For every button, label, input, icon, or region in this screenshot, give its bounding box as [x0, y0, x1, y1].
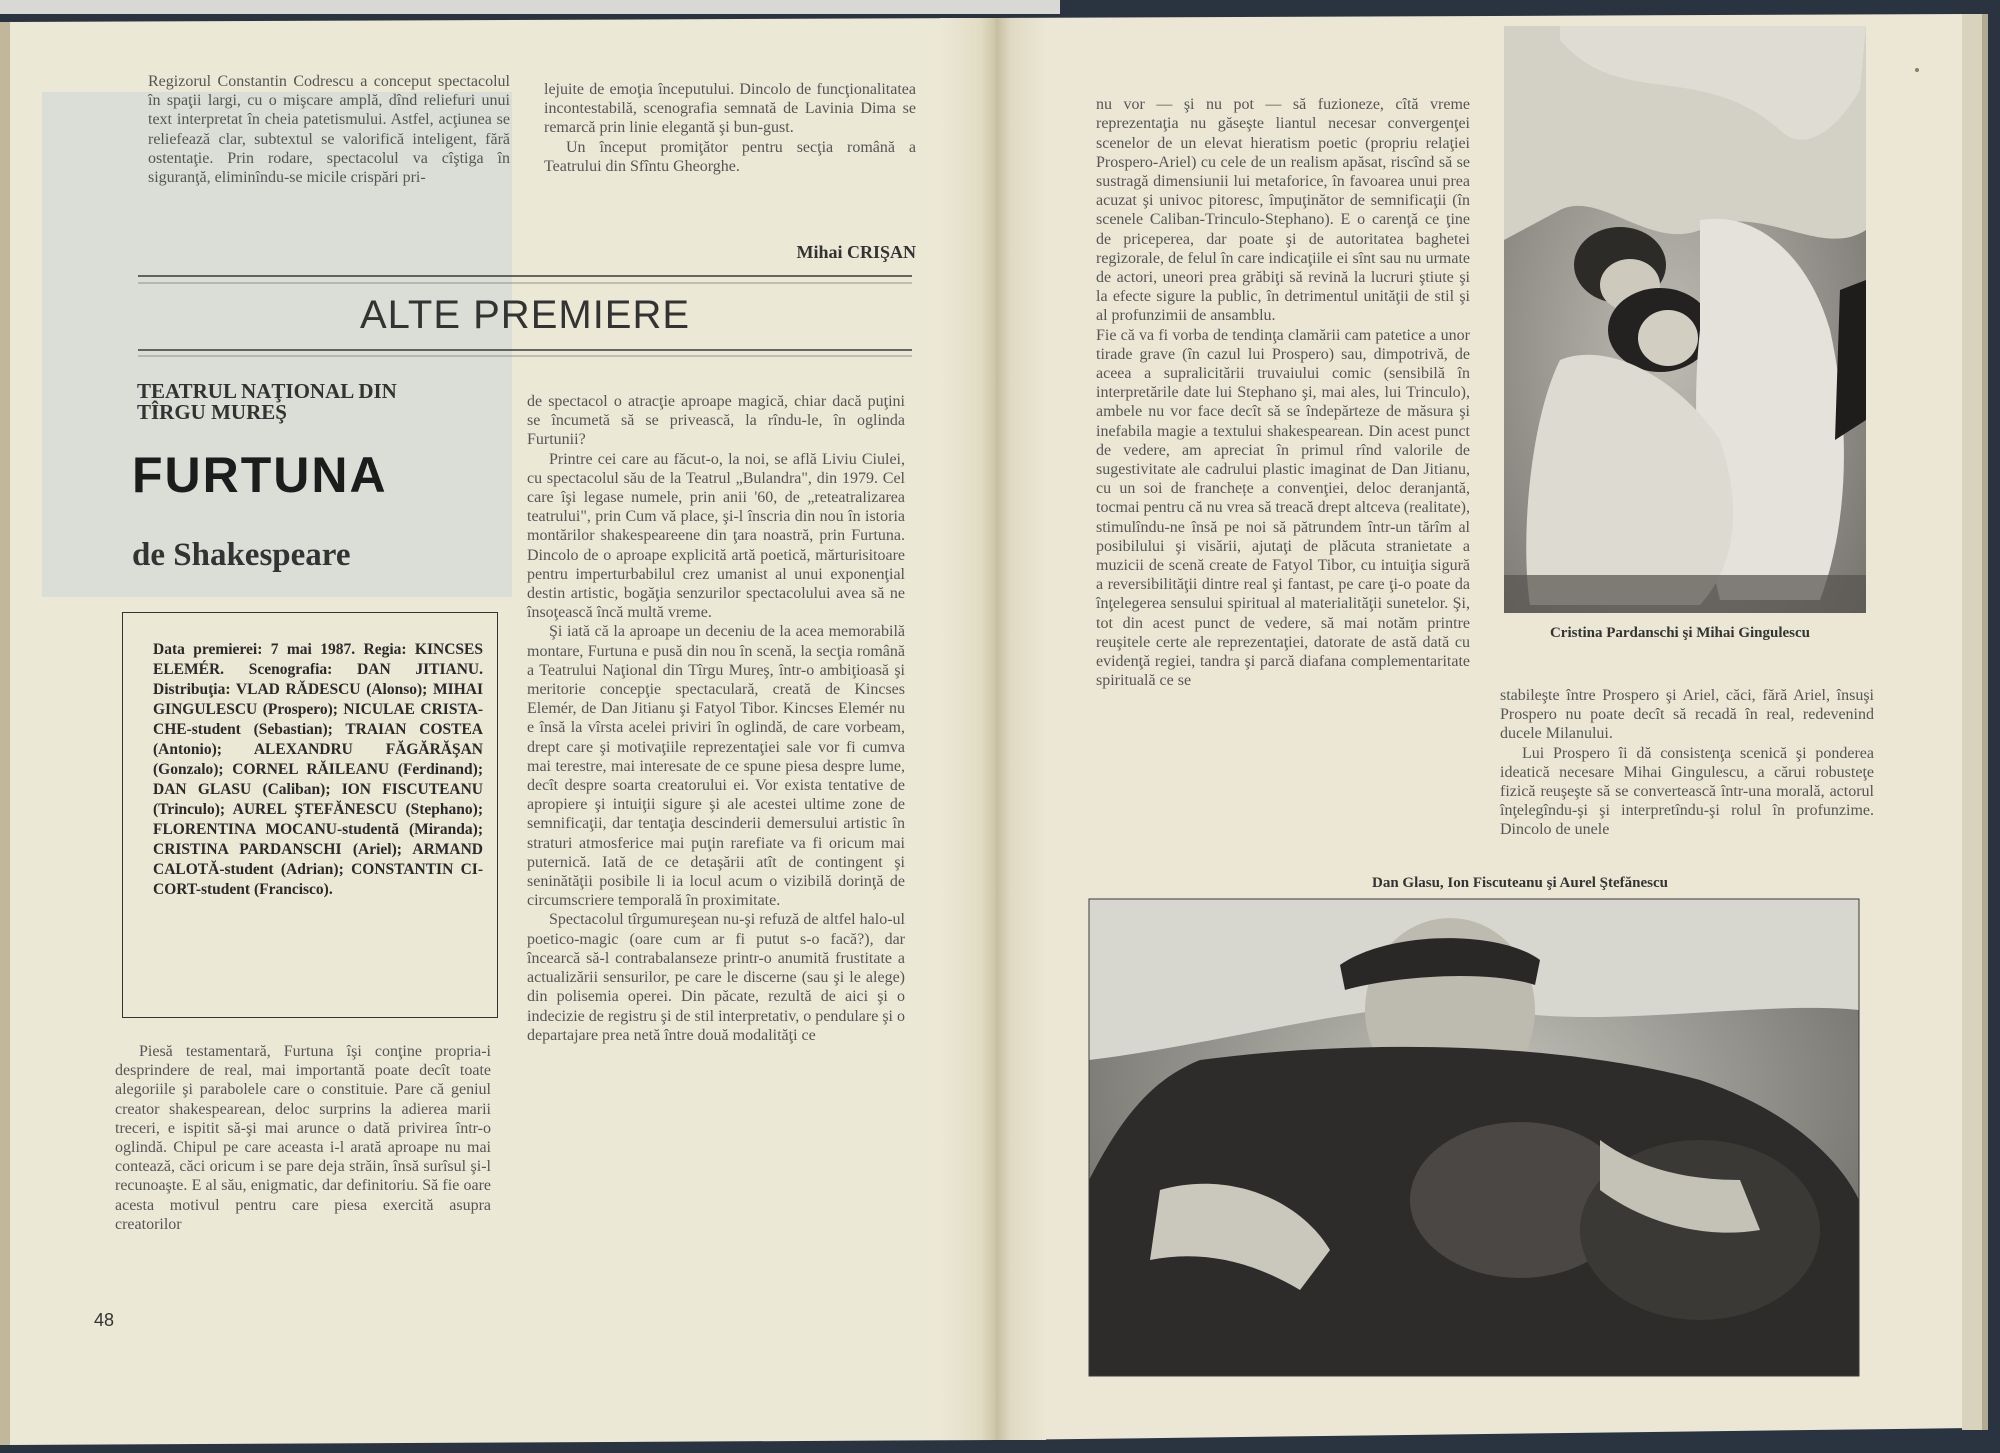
- review-top-col1-text: Regizorul Constantin Codrescu a conceput spectacolul în spaţii largi, cu o mişcare amplă, dînd reliefuri unui text interpretat în cheia patetismului. Astfel, acţiunea se reliefează clar, subtextul se valorifică inteligent, fără ostentaţie. Prin rodare, spectacolul va cîştiga în siguranţă, eliminîndu-se micile crispări pri-: [148, 73, 510, 187]
- right-col2-p1: stabileşte între Prospero şi Ariel, căci, fără Ariel, însuşi Prospero nu poate decît să recadă în real, redevenind ducele Milanului.: [1500, 687, 1874, 743]
- caption-ariel-prospero: Cristina Pardanschi şi Mihai Gingulescu: [1549, 625, 1811, 641]
- right-col1-text: nu vor — şi nu pot — să fuzioneze, cîtă vreme reprezentaţia nu găseşte liantul necesar convergenţei scenelor de un elevat hieratism poetic (propriu relaţiei Prospero-Ariel) cu cele de un realism apăsat, riscînd să se sustragă dimensiunii lui metaforice, în favoarea unui prea acuzat şi univoc pitoresc, împuţinător de semnificaţii (în scenele Caliban-Trinculo-Stephano). E o carenţă ce ţine de priceperea, dar poate şi de autoritatea baghetei regizorale, de felul în care indicaţiile ei sînt sau nu urmate de actori, uneori prea grăbiţi să revină la lucruri ştiute şi la efecte sigure la public, în detrimentul unităţii de stil şi al profunzimii de ansamblu. Fie că va fi vorba de tendinţa clamării cam patetice a unor tirade grave (în cazul lui Prospero) sau, dimpotrivă, de aceea a supralicitării truvaiului comic (sensibilă în interpretările date lui Stephano şi, mai ales, lui Trinculo), ambele nu vor face decît să se îndepărteze de măsura şi inefabila magie a textului shakespearean. Din acest punct de vedere, am apreciat în primul rînd valorile de sugestivitate ale cadrului plastic imaginat de Dan Jitianu, cu un soi de franchețe a convenţiei, deloc deranjantă, tocmai pentru că nu vrea să treacă drept altceva (realitate), stimulîndu-ne însă pe noi să pătrundem într-un tărîm al posibilului şi visării, ajutaţi de plăcuta stranietate a muzicii de scenă create de Fatyol Tibor, cu intuiţia sigură a reversibilităţii dintre real şi fantast, pe care ţi-o poate da înţelegerea sensului spiritual al materialităţii sunetelor. Şi, tot din acest punct de vedere, să mai notăm printre reuşitele certe ale reprezentaţiei, datorate de astă dată cu evidenţă regiei, tandra şi parcă diafana complementaritate spirituală ce se: [1096, 96, 1470, 690]
- left-col2-p4: Spectacolul tîrgumureşean nu-şi refuză de altfel halo-ul poetico-magic (oare cum ar fi putut s-o facă?), dar încearcă să-l contrabalanseze printr-o anumită frustitate a actualizării sensurilor, pe care le discerne (sau şi le alege) din polisemia operei. Din păcate, rezultă de aici şi o indecizie de registru şi de stil interpretativ, o pendulare şi o departajare prea netă între două modalităţi ce: [527, 911, 905, 1044]
- left-col1-body: [115, 1042, 491, 1312]
- left-col2-body: [527, 392, 905, 1310]
- play-author: de Shakespeare: [132, 537, 351, 573]
- review-top-col2: [544, 80, 916, 240]
- right-page-edge-line: [1982, 14, 1988, 1430]
- right-col1-body: [1096, 76, 1470, 864]
- right-page-edge: [1962, 14, 1984, 1430]
- photo-ariel-prospero: [1504, 26, 1866, 613]
- left-col2-p3: Şi iată că la aproape un deceniu de la acea memorabilă montare, Furtuna e pusă din nou în scenă, la secţia română a Teatrului Naţional din Tîrgu Mureş, într-o ambiţioasă şi meritorie concepţie spectaculară, creată de Kincses Elemér, de Dan Jitianu şi Fatyol Tibor. Kincses Elemér nu e însă la vîrsta acelei priviri în oglindă, de care vorbeam, drept care şi motivaţiile reprezentaţiei sale vor fi cumva mai terestre, mai interesate de ce spune piesa despre lume, decît despre soarta creatorului ei. Vor exista tentative de apropiere şi intuiţii sigure şi ale acestei ultime zone de semnificaţii, dar tentaţia descinderii demersului artistic în straturi atmosferice mai puţin rarefiate va fi oricum mai puternică. Iată de ce detaşării atît de contingent şi seninătăţii posibile li ia locul acum o vizibilă dorinţă de circumscriere temporală în proximitate.: [527, 623, 905, 910]
- theatre-name: TEATRUL NAŢIONAL DIN TÎRGU MUREŞ: [137, 379, 397, 424]
- caption-caliban-trinculo-stephano: Dan Glasu, Ion Fiscuteanu şi Aurel Ştefănescu: [1371, 875, 1668, 891]
- left-col2-p2: Printre cei care au făcut-o, la noi, se află Liviu Ciulei, cu spectacolul său de la Teatrul „Bulandra", din 1979. Cel care îşi legase numele, prin anii '60, de „reteatralizarea teatrului", prin Cum vă place, şi-l înscria din nou în istoria montărilor shakespeareene din ţara noastră, prin Furtuna. Dincolo de o aproape explicită artă poetică, mărturisitoare pentru imperturbabilul crez umanist al unui exponenţial destin artistic, bogăţia senzurilor spectacolului avea să ne însoţească încă multă vreme.: [527, 450, 905, 622]
- credits-text: Data premierei: 7 mai 1987. Regia: KINCSES ELEMÉR. Scenografia: DAN JITIANU. Distribuţia: VLAD RĂDESCU (Alonso); MIHAI GINGULESCU (Prospero); NICULAE CRISTACHE-student (Sebastian); TRAIAN COSTEA (Antonio); ALEXANDRU FĂGĂRĂŞAN (Gonzalo); CORNEL RĂILEANU (Ferdinand); DAN GLASU (Caliban); ION FISCUTEANU (Trinculo); AUREL ŞTEFĂNESCU (Stephano); FLORENTINA MOCANU-studentă (Miranda); CRISTINA PARDANSCHI (Ariel); ARMAND CALOTĂ-student (Adrian); CONSTANTIN CICORT-student (Francisco).: [153, 641, 483, 898]
- left-page-edge: [0, 22, 10, 1445]
- photo-caliban-trinculo-stephano: [1089, 899, 1859, 1376]
- review-top-col2-p2: Un început promiţător pentru secţia română a Teatrului din Sfîntu Gheorghe.: [544, 138, 916, 175]
- right-col2-p2: Lui Prospero îi dă consistenţa scenică şi ponderea ideatică necesare Mihai Gingulescu, a cărui robusteţe fizică reuşeşte să se convertească într-una morală, actorul înţelegîndu-şi şi interpretîndu-şi rolul în profunzime. Dincolo de unele: [1500, 744, 1874, 839]
- left-col1-body-text: Piesă testamentară, Furtuna îşi conţine propria-i desprindere de real, mai importantă poate decît toate alegoriile şi parabolele care o constituie. Pare că geniul creator shakespearean, deloc surprins la adierea marii treceri, e ispitit să-şi mai arunce o dată privirea într-o oglindă. Chipul pe care aceasta i-l arată aproape nu mai contează, căci oricum i se pare deja străin, însă surîsul şi-l recunoaşte. E al său, enigmatic, dar definitoriu. Să fie oare acesta motivul pentru care piesa exercită asupra creatorilor: [115, 1043, 491, 1233]
- right-col2-body: [1500, 686, 1874, 866]
- right-gutter-shadow: [996, 18, 1046, 1440]
- left-gutter-shadow: [940, 18, 998, 1440]
- play-title: FURTUNA: [132, 447, 388, 503]
- stray-mark: [1915, 68, 1919, 72]
- review-top-col1: [148, 72, 510, 248]
- section-title: ALTE PREMIERE: [359, 293, 691, 337]
- left-col2-p1: de spectacol o atracţie aproape magică, chiar dacă puţini se încumetă să se privească, la rîndu-le, în oglinda Furtunii?: [527, 393, 905, 449]
- review-signature: Mihai CRIŞAN: [796, 242, 916, 262]
- scanner-top-strip: [0, 0, 1060, 14]
- review-top-col2-p1: lejuite de emoţia începutului. Dincolo de funcţionalitatea incontestabilă, scenografia semnată de Lavinia Dima se remarcă prin linie elegantă şi bun-gust.: [544, 81, 916, 137]
- page-number: 48: [94, 1310, 115, 1330]
